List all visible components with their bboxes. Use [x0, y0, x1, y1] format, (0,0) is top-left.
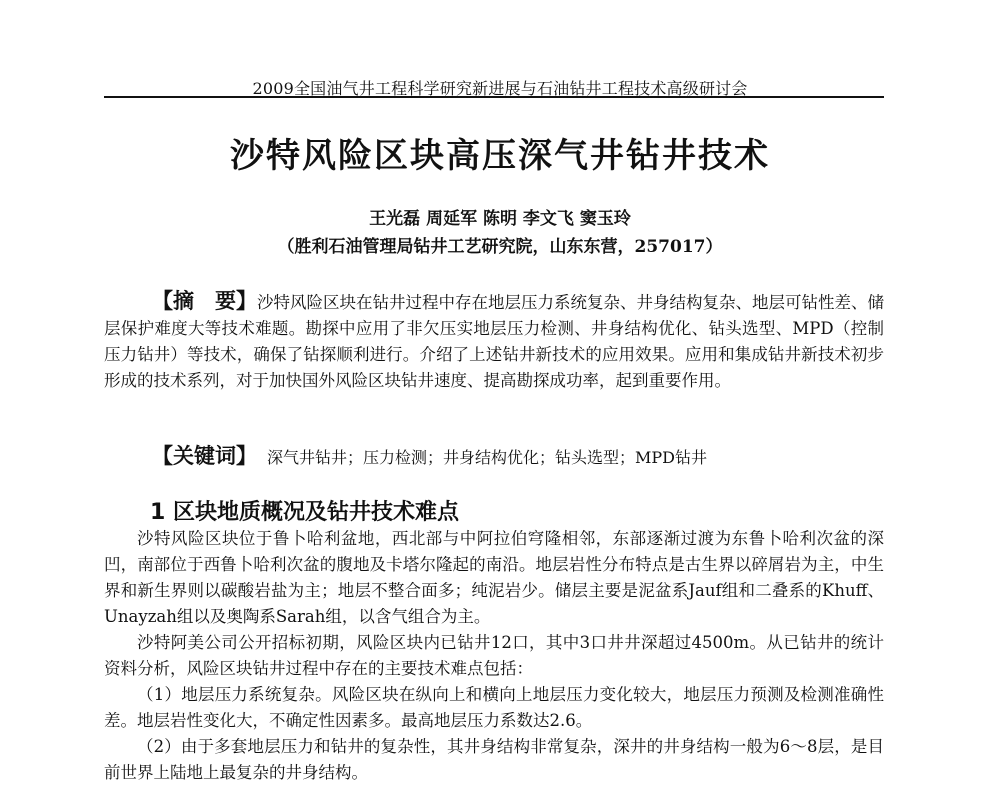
paragraph: 沙特阿美公司公开招标初期，风险区块内已钻井12口，其中3口井井深超过4500m。从已钻井的统计资料分析，风险区块钻井过程中存在的主要技术难点包括：	[104, 633, 884, 678]
paper-authors: 王光磊 周延军 陈明 李文飞 窦玉玲	[369, 209, 631, 229]
paper-affiliation: （胜利石油管理局钻井工艺研究院，山东东营，257017）	[277, 237, 723, 257]
section-1-body	[104, 526, 884, 786]
keywords-block	[152, 440, 882, 470]
paragraph: （1）地层压力系统复杂。风险区块在纵向上和横向上地层压力变化较大，地层压力预测及检测准确性差。地层岩性变化大，不确定性因素多。最高地层压力系数达2.6。	[104, 685, 884, 730]
paragraph: 沙特风险区块位于鲁卜哈利盆地，西北部与中阿拉伯穹隆相邻，东部逐渐过渡为东鲁卜哈利次盆的深凹，南部位于西鲁卜哈利次盆的腹地及卡塔尔隆起的南沿。地层岩性分布特点是古生界以碎屑岩为主，中生界和新生界则以碳酸岩盐为主；地层不整合面多；纯泥岩少。储层主要是泥盆系Jauf组和二叠系的Khuff、Unayzah组以及奥陶系Sarah组，以含气组合为主。	[104, 529, 884, 626]
paper-title: 沙特风险区块高压深气井钻井技术	[230, 136, 770, 176]
abstract-block	[104, 288, 884, 394]
conference-header: 2009全国油气井工程科学研究新进展与石油钻井工程技术高级研讨会	[252, 79, 748, 98]
abstract-text: 沙特风险区块在钻井过程中存在地层压力系统复杂、井身结构复杂、地层可钻性差、储层保护难度大等技术难题。勘探中应用了非欠压实地层压力检测、井身结构优化、钻头选型、MPD（控制压力钻井）等技术，确保了钻探顺利进行。介绍了上述钻井新技术的应用效果。应用和集成钻井新技术初步形成的技术系列，对于加快国外风险区块钻井速度、提高勘探成功率，起到重要作用。	[104, 293, 884, 390]
abstract-label: 【摘 要】	[152, 289, 257, 313]
section-1-title: 1 区块地质概况及钻井技术难点	[150, 500, 459, 525]
keywords-label: 【关键词】	[152, 444, 257, 468]
keywords-text: 深气井钻井；压力检测；井身结构优化；钻头选型；MPD钻井	[267, 448, 707, 467]
paragraph: （2）由于多套地层压力和钻井的复杂性，其井身结构非常复杂，深井的井身结构一般为6～8层，是目前世界上陆地上最复杂的井身结构。	[104, 737, 884, 782]
header-rule	[104, 96, 884, 98]
